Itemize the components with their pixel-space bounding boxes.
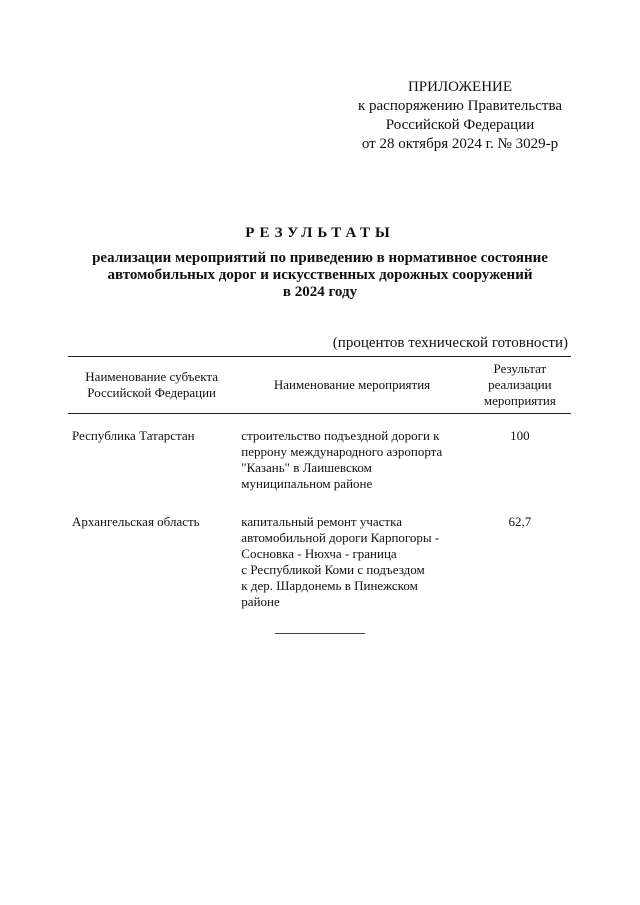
header-text: реализации bbox=[488, 377, 552, 392]
event-line: к дер. Шардонемь в Пинежском bbox=[241, 578, 418, 593]
header-text: мероприятия bbox=[483, 393, 556, 408]
appendix-date: от 28 октября 2024 г. № 3029-р bbox=[361, 136, 559, 152]
event-line: с Республикой Коми с подъездом bbox=[241, 562, 425, 577]
result-cell: 100 bbox=[510, 428, 530, 443]
header-text: Наименование мероприятия bbox=[273, 377, 431, 392]
subtitle-line: реализации мероприятий по приведению в нормативное состояние bbox=[92, 250, 548, 266]
header-text: Наименование субъекта bbox=[85, 369, 218, 384]
header-region bbox=[68, 357, 235, 414]
event-cell bbox=[235, 428, 468, 492]
event-line: районе bbox=[241, 594, 280, 609]
header-result bbox=[469, 357, 571, 414]
results-table bbox=[68, 356, 571, 610]
header-event bbox=[235, 357, 468, 414]
subtitle-line: в 2024 году bbox=[282, 284, 358, 300]
event-cell bbox=[235, 514, 468, 610]
region-cell: Республика Татарстан bbox=[72, 428, 195, 443]
event-line: муниципальном районе bbox=[241, 476, 373, 491]
subtitle-line: автомобильных дорог и искусственных дорожных сооружений bbox=[107, 267, 533, 283]
table-header-row bbox=[68, 357, 571, 414]
event-line: капитальный ремонт участка bbox=[241, 514, 403, 529]
appendix-heading: ПРИЛОЖЕНИЕ bbox=[407, 79, 513, 95]
document-subtitle bbox=[70, 250, 570, 301]
event-line: "Казань" в Лаишевском bbox=[241, 460, 372, 475]
units-note: (процентов технической готовности) bbox=[332, 335, 568, 351]
table-row bbox=[68, 514, 571, 610]
event-line: строительство подъездной дороги к bbox=[241, 428, 440, 443]
header-text: Результат bbox=[493, 361, 547, 376]
table-row bbox=[68, 428, 571, 492]
header-text: Российской Федерации bbox=[87, 385, 216, 400]
appendix-line: Российской Федерации bbox=[385, 117, 535, 133]
result-cell: 62,7 bbox=[508, 514, 532, 529]
document-title: РЕЗУЛЬТАТЫ bbox=[245, 225, 395, 241]
appendix-line: к распоряжению Правительства bbox=[357, 98, 562, 114]
appendix-block bbox=[340, 78, 580, 154]
region-cell: Архангельская область bbox=[72, 514, 200, 529]
event-line: перрону международного аэропорта bbox=[241, 444, 443, 459]
event-line: Сосновка - Нюхча - граница bbox=[241, 546, 397, 561]
event-line: автомобильной дороги Карпогоры - bbox=[241, 530, 440, 545]
closing-divider bbox=[275, 633, 365, 634]
